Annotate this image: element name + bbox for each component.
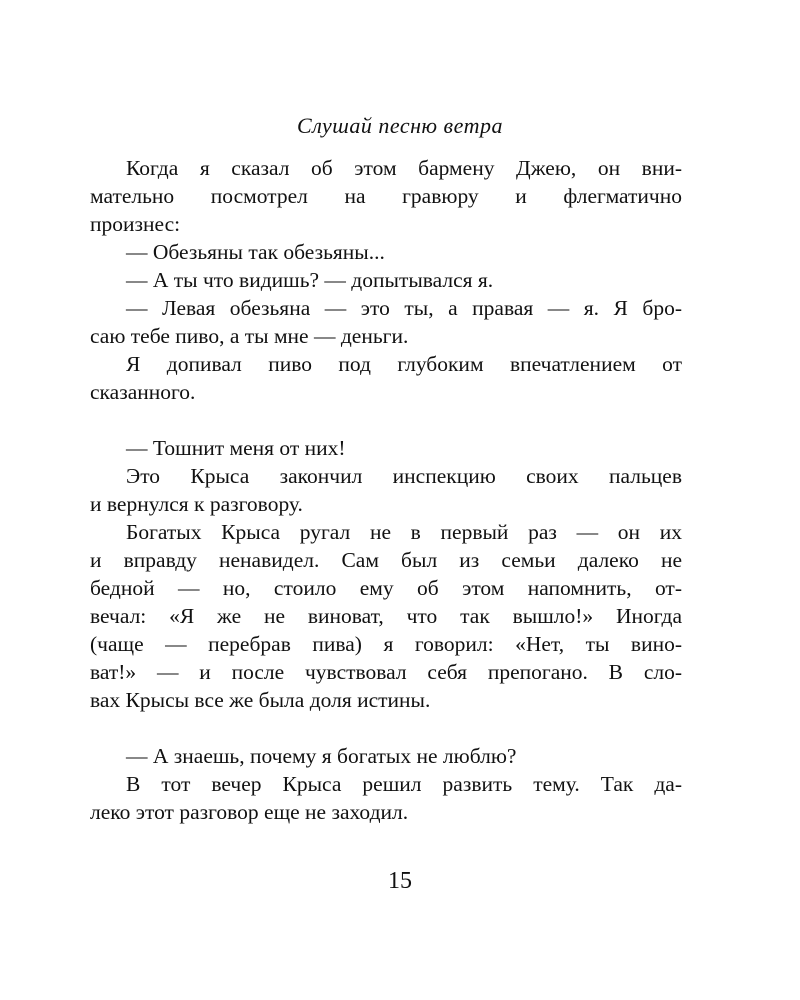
text-line: Я допивал пиво под глубоким впечатлением от xyxy=(126,352,682,376)
text-line: Когда я сказал об этом бармену Джею, он вни- xyxy=(126,156,682,180)
text-line: Богатых Крыса ругал не в первый раз — он их xyxy=(126,520,682,544)
text-line: ват!» — и после чувствовал себя препогано. В сло- xyxy=(90,660,682,684)
text-line: и вправду ненавидел. Сам был из семьи далеко не xyxy=(90,548,682,572)
paragraph-gap xyxy=(90,406,682,434)
text-line: — А ты что видишь? — допытывался я. xyxy=(126,268,494,292)
text-line: сказанного. xyxy=(90,380,196,404)
running-head: Слушай песню ветра xyxy=(297,113,503,138)
text-line: мательно посмотрел на гравюру и флегматично xyxy=(90,184,682,208)
text-line: бедной — но, стоило ему об этом напомнить, от- xyxy=(90,576,682,600)
text-line: (чаще — перебрав пива) я говорил: «Нет, ты вино- xyxy=(90,632,682,656)
text-line: вах Крысы все же была доля истины. xyxy=(90,688,431,712)
text-line: Это Крыса закончил инспекцию своих пальцев xyxy=(126,464,682,488)
text-line: и вернулся к разговору. xyxy=(90,492,303,516)
text-line: произнес: xyxy=(90,212,181,236)
text-line: саю тебе пиво, а ты мне — деньги. xyxy=(90,324,409,348)
text-line: В тот вечер Крыса решил развить тему. Так да- xyxy=(126,772,682,796)
text-line: — А знаешь, почему я богатых не люблю? xyxy=(126,744,517,768)
text-line: — Левая обезьяна — это ты, а правая — я. Я бро- xyxy=(126,296,682,320)
page-number: 15 xyxy=(388,868,412,894)
paragraph-gap xyxy=(90,714,682,742)
text-line: леко этот разговор еще не заходил. xyxy=(90,800,409,824)
text-line: — Обезьяны так обезьяны... xyxy=(126,240,385,264)
text-line: — Тошнит меня от них! xyxy=(126,436,346,460)
body-text xyxy=(90,154,682,826)
text-line: вечал: «Я же не виноват, что так вышло!» Иногда xyxy=(90,604,682,628)
